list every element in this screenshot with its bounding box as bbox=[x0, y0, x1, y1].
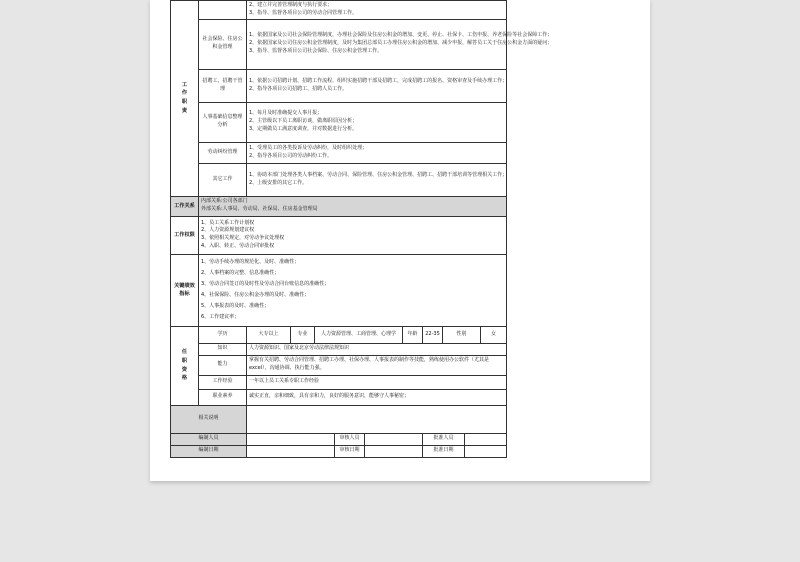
job-description-table bbox=[170, 0, 553, 458]
document-page bbox=[150, 0, 650, 481]
notes-label: 相关说明 bbox=[171, 405, 247, 433]
knowledge-label: 知识 bbox=[199, 343, 247, 355]
experience-value: 一年以上员工关系专职工作经验 bbox=[247, 375, 507, 389]
relations-content: 内部关系:公司各部门 外部关系:人事局、劳动局、社保局、住房基金管理局 bbox=[199, 196, 507, 216]
ability-label: 能力 bbox=[199, 355, 247, 375]
kpi-row bbox=[171, 254, 507, 326]
duty-content: 2、建立并完善管理制度与执行要求； 3、指导、监督各项目公司的劳动合同管理工作。 bbox=[247, 1, 507, 20]
signoff-row bbox=[171, 433, 507, 445]
prepared-by-value[interactable] bbox=[247, 433, 335, 445]
qualification-row bbox=[171, 389, 507, 405]
duty-label: 人事基础信息整理分析 bbox=[199, 102, 247, 142]
reviewed-by-value[interactable] bbox=[365, 433, 423, 445]
quality-label: 职业素养 bbox=[199, 389, 247, 405]
qualification-basic-row bbox=[171, 326, 507, 343]
qualification-row bbox=[171, 355, 507, 375]
notes-content bbox=[247, 405, 507, 433]
qualification-row bbox=[171, 343, 507, 355]
approved-date-label: 批准日期 bbox=[423, 445, 465, 457]
signoff-row bbox=[171, 445, 507, 457]
experience-label: 工作经验 bbox=[199, 375, 247, 389]
major-value: 人力资源管理、工商管理、心理学 bbox=[315, 326, 403, 343]
duty-content: 1、依据国家及公司社会保险管理制度，办理社会保险及住房公积金的增加、变更、停止、社保卡、工伤申报、养老保险等社会保障工作； 2、依据国家及公司住房公积金管理制度，及时为集团总部员工办理住房公积金的增加、减少申报，解答员工关于住房公积金方面的疑问； 3、指导、监督各项目公司社会保险、住房公积金管理工作。 bbox=[247, 19, 507, 69]
duty-label bbox=[199, 1, 247, 20]
relations-section-title: 工作关系 bbox=[171, 196, 199, 216]
approved-by-value[interactable] bbox=[465, 433, 507, 445]
authority-row bbox=[171, 216, 507, 254]
duty-content: 1、协助本部门处理各类人事档案、劳动合同、保险管理、住房公积金管理、招聘工、招聘干部培训等管理相关工作； 2、上级安排的其它工作。 bbox=[247, 163, 507, 196]
approved-by-label: 批准人员 bbox=[423, 433, 465, 445]
reviewed-date-label: 审核日期 bbox=[335, 445, 365, 457]
kpi-content: 1、劳动手续办理的规范化、及时、准确性； 2、人事档案的完整、信息准确性； 3、劳动合同签订的及时性及劳动合同台账信息的准确性； 4、社保保险、住房公积金办理的及时、准确性； 5、人事报表的及时、准确性； 6、工作建议率； bbox=[199, 254, 507, 326]
duty-content: 1、依据公司招聘计划、招聘工作流程，组织实施招聘干部及招聘工，完成招聘工的报名、资格审查及手续办理工作； 2、指导各项目公司招聘工、招聘人员工作。 bbox=[247, 69, 507, 102]
duty-label: 社会保险、住房公积金管理 bbox=[199, 19, 247, 69]
duty-label: 其它工作 bbox=[199, 163, 247, 196]
education-label: 学历 bbox=[199, 326, 247, 343]
major-label: 专业 bbox=[291, 326, 315, 343]
gender-label: 性别 bbox=[443, 326, 481, 343]
age-value: 22-35 bbox=[423, 326, 443, 343]
reviewed-by-label: 审核人员 bbox=[335, 433, 365, 445]
duty-row bbox=[171, 163, 507, 196]
notes-row bbox=[171, 405, 507, 433]
prepared-date-label: 编制日期 bbox=[171, 445, 247, 457]
duty-content: 1、受理员工的各类投诉及劳动纠纷，及时组织处理； 2、指导各项目公司的劳动纠纷工作。 bbox=[247, 142, 507, 163]
duty-row bbox=[171, 19, 507, 69]
approved-date-value[interactable] bbox=[465, 445, 507, 457]
prepared-date-value[interactable] bbox=[247, 445, 335, 457]
reviewed-date-value[interactable] bbox=[365, 445, 423, 457]
authority-content: 1、员工关系工作计划权 2、人力资源规划建议权 3、依照相关规定，对劳动争议处理权 4、入职、转正、劳动合同审批权 bbox=[199, 216, 507, 254]
duty-row bbox=[171, 142, 507, 163]
authority-section-title: 工作权限 bbox=[171, 216, 199, 254]
education-value: 大专以上 bbox=[247, 326, 291, 343]
duty-label: 劳动纠纷管理 bbox=[199, 142, 247, 163]
duty-content: 1、每月及时准确提交人事月报； 2、主管级以下员工离职访谈，做离职原因分析； 3、定期做员工满意度调查，并对数据进行分析。 bbox=[247, 102, 507, 142]
prepared-by-label: 编制人员 bbox=[171, 433, 247, 445]
duty-row bbox=[171, 1, 507, 20]
duty-row bbox=[171, 69, 507, 102]
qualification-row bbox=[171, 375, 507, 389]
duties-section-title: 工作职责 bbox=[171, 1, 199, 197]
ability-value: 掌握有关招聘、劳动合同管理、招聘工办理、社保办理、人事报表的制作等技能，熟练使用办公软件（尤其是excel），沟通协调、执行能力强。 bbox=[247, 355, 507, 375]
quality-value: 诚实正直，亲和细致，具有亲和力，良好的服务意识，能够守人事秘密； bbox=[247, 389, 507, 405]
duty-label: 招聘工、招聘干管理 bbox=[199, 69, 247, 102]
kpi-section-title: 关键绩效指标 bbox=[171, 254, 199, 326]
age-label: 年龄 bbox=[403, 326, 423, 343]
qualifications-section-title: 任职资格 bbox=[171, 326, 199, 405]
relations-row bbox=[171, 196, 507, 216]
duty-row bbox=[171, 102, 507, 142]
gender-value: 女 bbox=[481, 326, 507, 343]
knowledge-value: 人力资源知识、国家及北京劳动法律法规知识 bbox=[247, 343, 507, 355]
